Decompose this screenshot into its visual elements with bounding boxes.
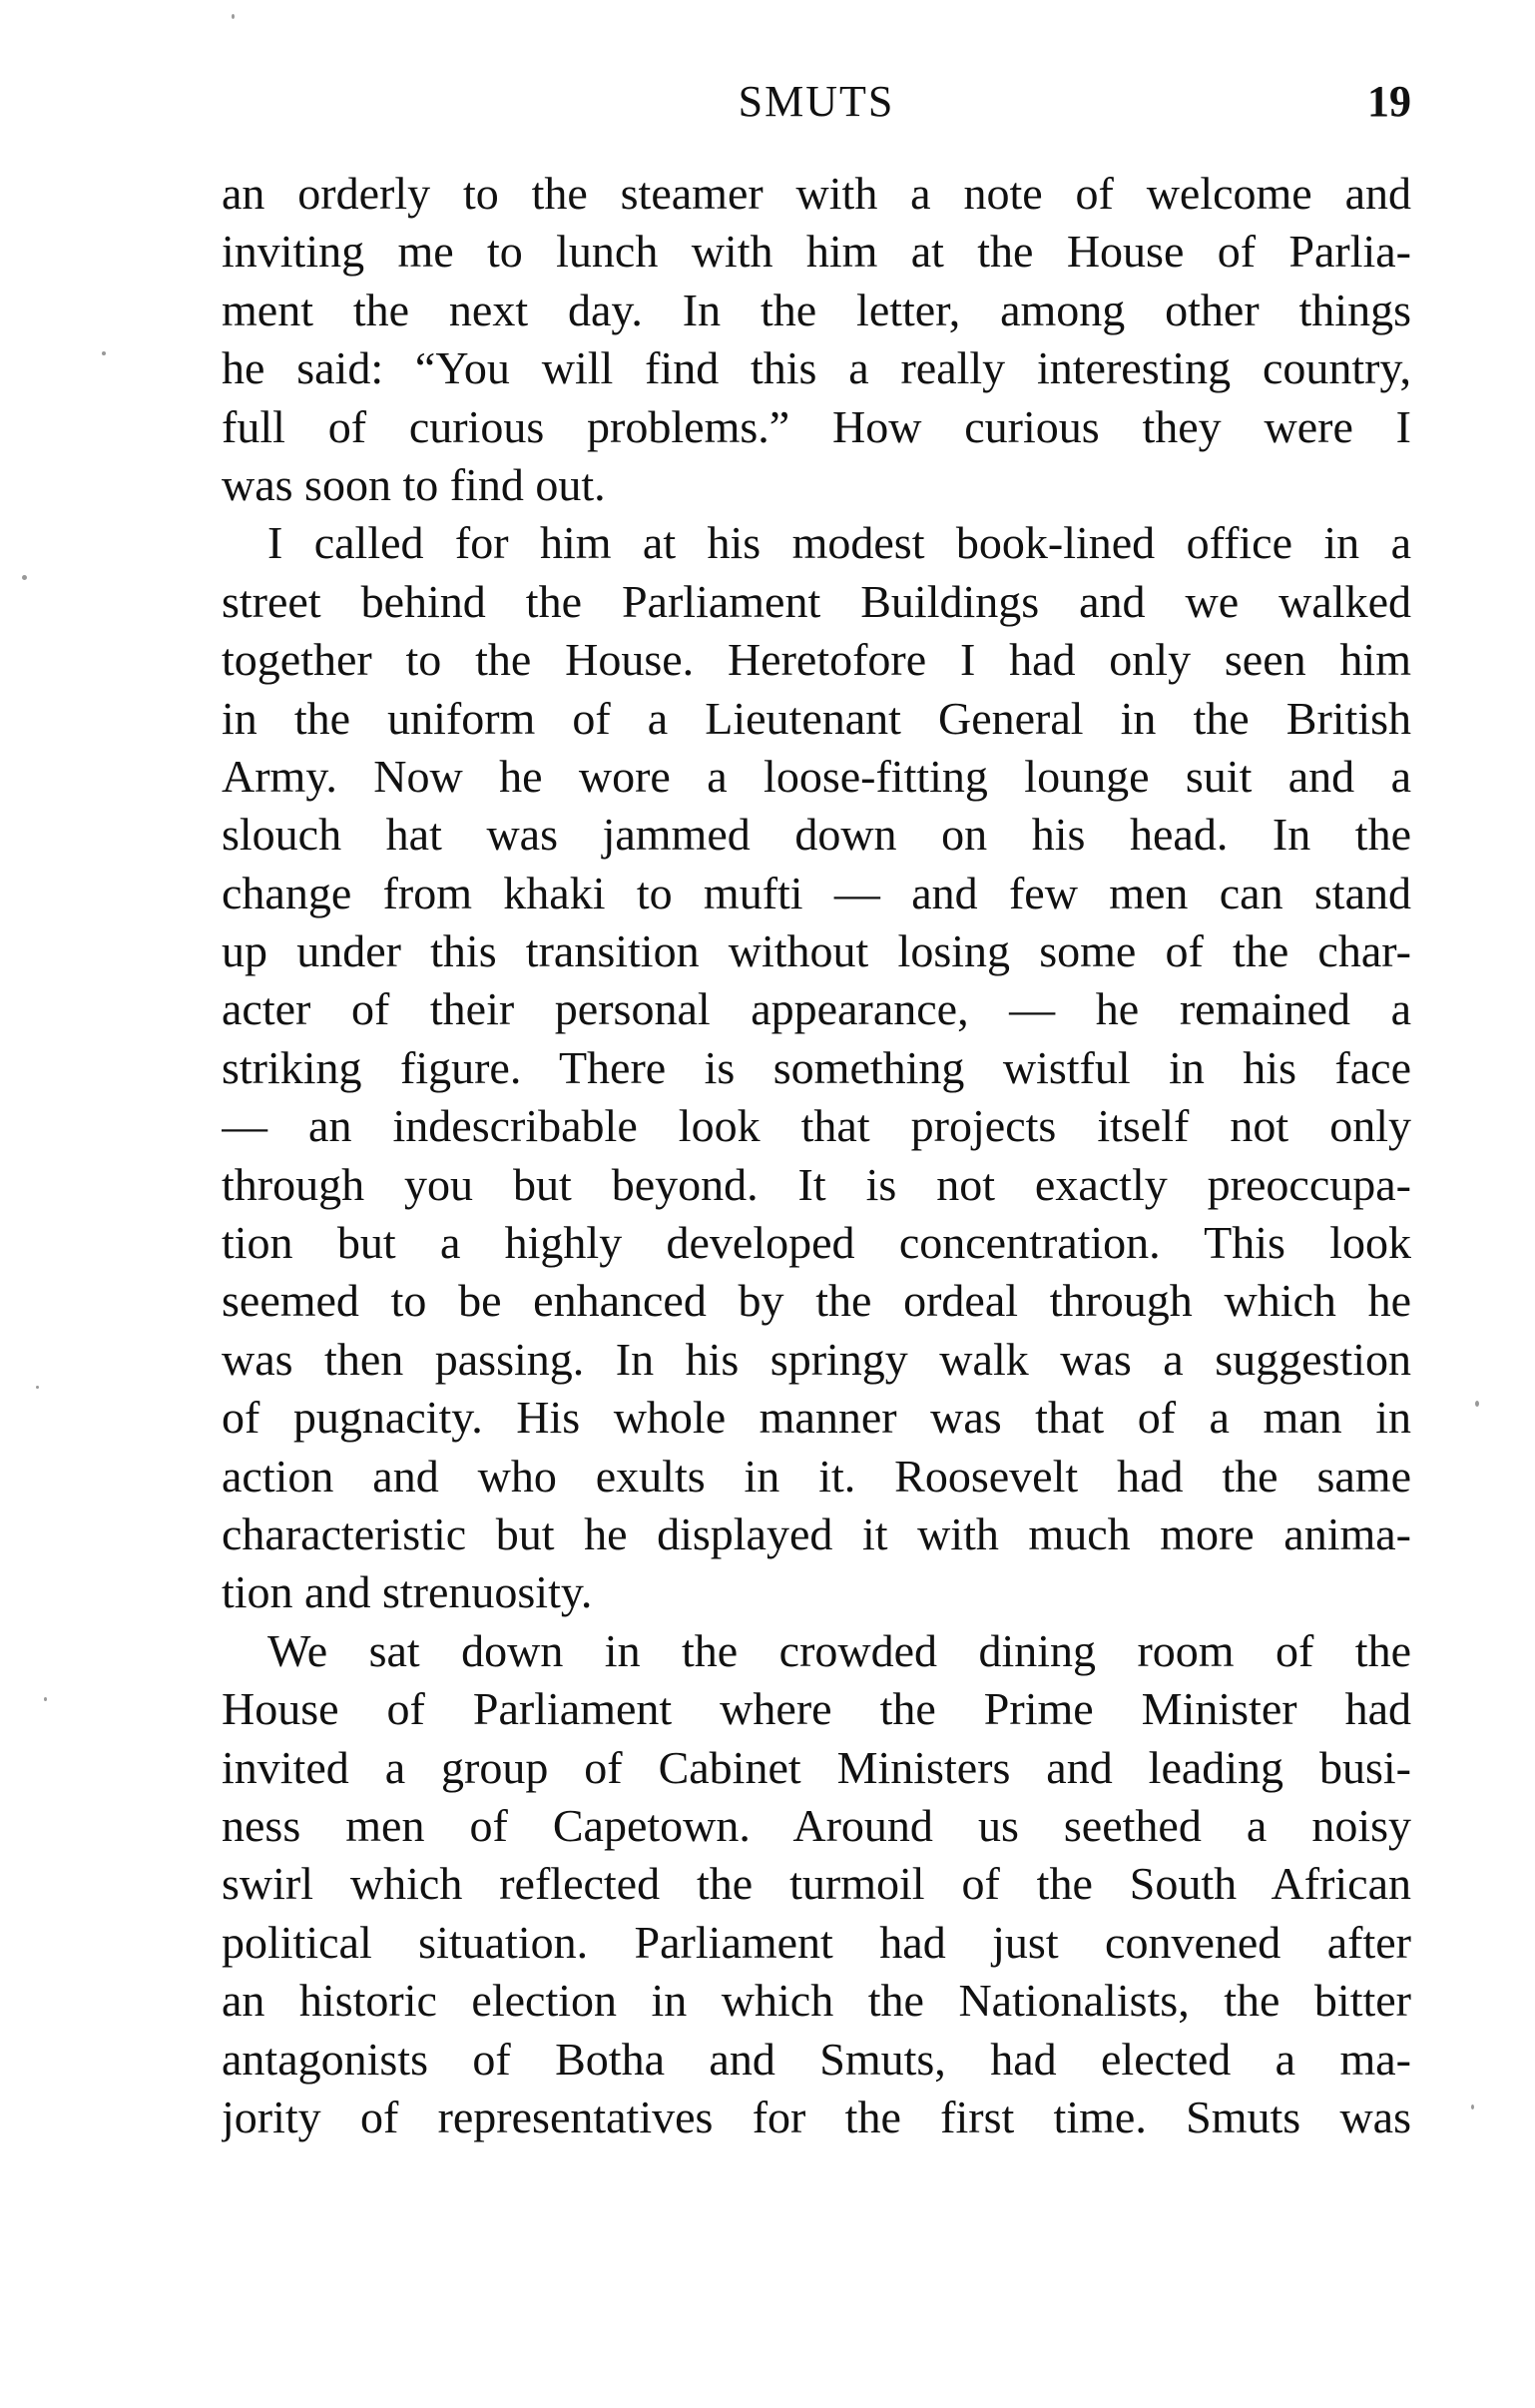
text-line: Army. Now he wore a loose-fitting lounge suit and a [222, 750, 1411, 802]
text-line: striking figure. There is something wistful in his face [222, 1041, 1411, 1093]
text-line: slouch hat was jammed down on his head. In the [222, 809, 1411, 861]
running-head [222, 72, 1411, 132]
scan-speck [44, 1697, 47, 1701]
scan-speck [36, 1386, 39, 1389]
text-line: House of Parliament where the Prime Minister had [222, 1683, 1411, 1735]
text-line: change from khaki to mufti — and few men can stand [222, 867, 1411, 918]
scan-speck [102, 351, 106, 355]
text-line: — an indescribable look that projects itself not only [222, 1100, 1411, 1152]
text-line: was soon to find out. [222, 458, 606, 510]
text-line: up under this transition without losing some of the char- [222, 925, 1411, 977]
text-line: an historic election in which the Nationalists, the bitter [222, 1975, 1411, 2027]
body-text [222, 165, 1411, 2146]
scan-speck [22, 575, 27, 580]
text-line: acter of their personal appearance, — he remained a [222, 983, 1411, 1035]
text-line: street behind the Parliament Buildings and we walked [222, 575, 1411, 627]
text-line: he said: “You will find this a really interesting country, [222, 342, 1411, 394]
text-line: inviting me to lunch with him at the House of Parlia- [222, 226, 1411, 278]
text-line: invited a group of Cabinet Ministers and leading busi- [222, 1741, 1411, 1793]
running-title: SMUTS [738, 77, 895, 126]
text-line: swirl which reflected the turmoil of the South African [222, 1858, 1411, 1910]
scan-speck [1475, 1401, 1479, 1407]
text-line: action and who exults in it. Roosevelt had the same [222, 1450, 1411, 1502]
text-line: ment the next day. In the letter, among other things [222, 284, 1411, 335]
text-line: ness men of Capetown. Around us seethed a noisy [222, 1799, 1411, 1851]
page-number: 19 [1367, 77, 1411, 126]
text-line: political situation. Parliament had just convened after [222, 1916, 1411, 1968]
text-line: together to the House. Heretofore I had only seen him [222, 634, 1411, 686]
text-line: antagonists of Botha and Smuts, had elected a ma- [222, 2033, 1411, 2085]
text-line: I called for him at his modest book-lined office in a [267, 517, 1411, 569]
text-line: through you but beyond. It is not exactly preoccupa- [222, 1158, 1411, 1210]
text-line: jority of representatives for the first time. Smuts was [222, 2091, 1411, 2142]
text-line: of pugnacity. His whole manner was that of a man in [222, 1392, 1411, 1444]
text-line: an orderly to the steamer with a note of welcome and [222, 168, 1411, 219]
text-line: characteristic but he displayed it with much more anima- [222, 1507, 1411, 1559]
text-line: We sat down in the crowded dining room of the [267, 1624, 1411, 1676]
text-line: tion and strenuosity. [222, 1566, 593, 1618]
scan-speck [1471, 2105, 1474, 2109]
text-line: was then passing. In his springy walk was a suggestion [222, 1333, 1411, 1385]
text-line: seemed to be enhanced by the ordeal through which he [222, 1275, 1411, 1327]
text-line: in the uniform of a Lieutenant General in the British [222, 692, 1411, 744]
text-line: tion but a highly developed concentration. This look [222, 1217, 1411, 1269]
text-line: full of curious problems.” How curious they were I [222, 400, 1411, 452]
scan-speck [232, 14, 235, 19]
